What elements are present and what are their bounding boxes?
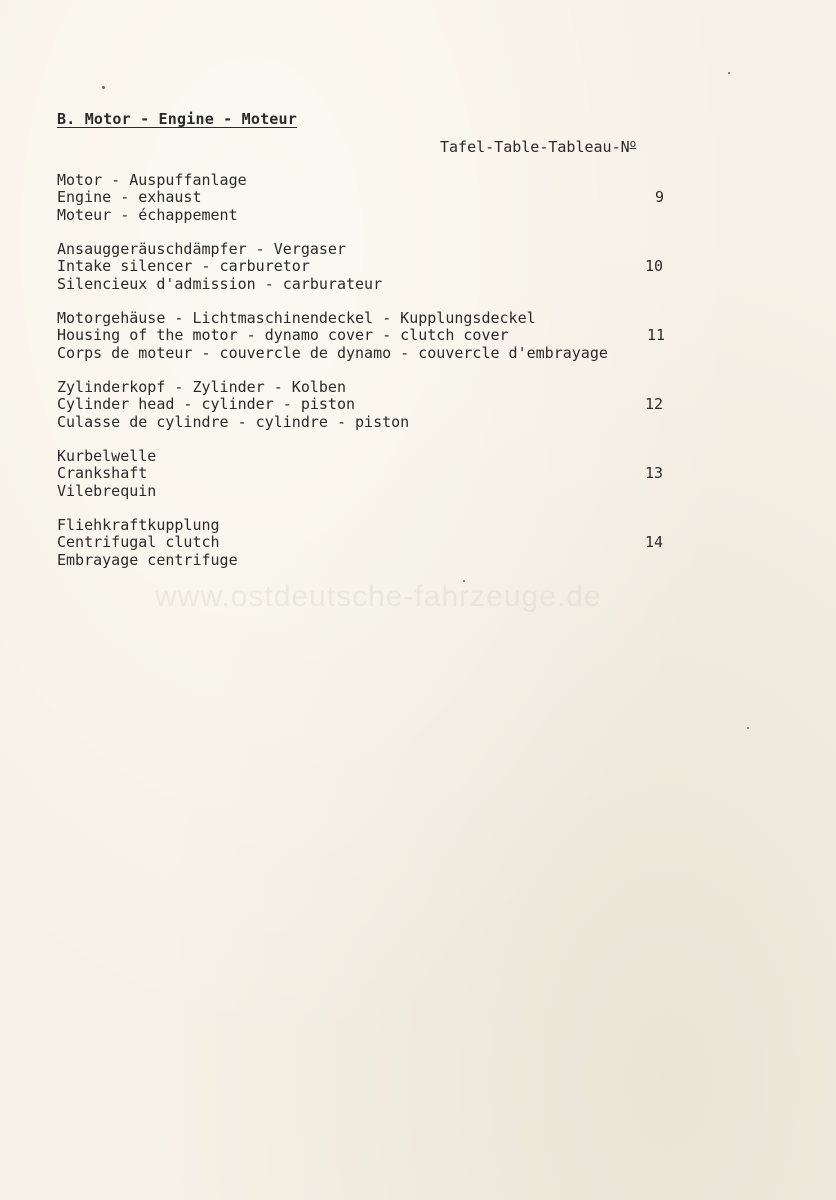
column-header: [440, 137, 636, 156]
entry-line-english: Centrifugal clutch: [57, 533, 220, 552]
list-item: [57, 310, 757, 362]
table-number: 14: [645, 533, 664, 552]
entry-line-german: Ansauggeräuschdämpfer - Vergaser: [57, 240, 346, 258]
watermark: www.ostdeutsche-fahrzeuge.de: [155, 580, 602, 613]
column-header-suffix: o: [629, 137, 637, 150]
table-number: 12: [645, 395, 664, 414]
list-item: [57, 172, 757, 224]
entry-line-german: Zylinderkopf - Zylinder - Kolben: [57, 378, 346, 396]
entry-line-german: Motor - Auspuffanlage: [57, 171, 247, 189]
list-item: [57, 241, 757, 293]
entry-line-english: Engine - exhaust: [57, 188, 202, 207]
entry-line-english: Cylinder head - cylinder - piston: [57, 395, 356, 414]
table-number: 13: [645, 464, 664, 483]
entry-line-german: Kurbelwelle: [57, 447, 157, 465]
paper-speck: [747, 727, 749, 729]
entry-line-french: Moteur - échappement: [57, 205, 238, 224]
list-item: [57, 517, 757, 569]
paper-speck: [728, 72, 730, 74]
entry-line-french: Embrayage centrifuge: [57, 550, 238, 569]
entry-line-german: Fliehkraftkupplung: [57, 516, 220, 534]
section-heading: B. Motor - Engine - Moteur: [57, 110, 297, 128]
entry-line-german: Motorgehäuse - Lichtmaschinendeckel - Kupplungsdeckel: [57, 309, 536, 327]
list-item: [57, 379, 757, 431]
table-number: 9: [655, 188, 665, 207]
paper-speck: [102, 86, 105, 89]
entry-line-french: Corps de moteur - couvercle de dynamo - couvercle d'embrayage: [57, 343, 608, 362]
entry-line-french: Silencieux d'admission - carburateur: [57, 274, 383, 293]
entry-line-english: Crankshaft: [57, 464, 148, 483]
entry-line-english: Intake silencer - carburetor: [57, 257, 310, 276]
list-item: [57, 448, 757, 500]
entry-line-french: Culasse de cylindre - cylindre - piston: [57, 412, 410, 431]
entry-line-french: Vilebrequin: [57, 481, 157, 500]
table-number: 10: [645, 257, 664, 276]
entry-line-english: Housing of the motor - dynamo cover - clutch cover: [57, 326, 509, 345]
column-header-text: Tafel-Table-Tableau-N: [440, 138, 630, 156]
table-number: 11: [647, 326, 666, 345]
